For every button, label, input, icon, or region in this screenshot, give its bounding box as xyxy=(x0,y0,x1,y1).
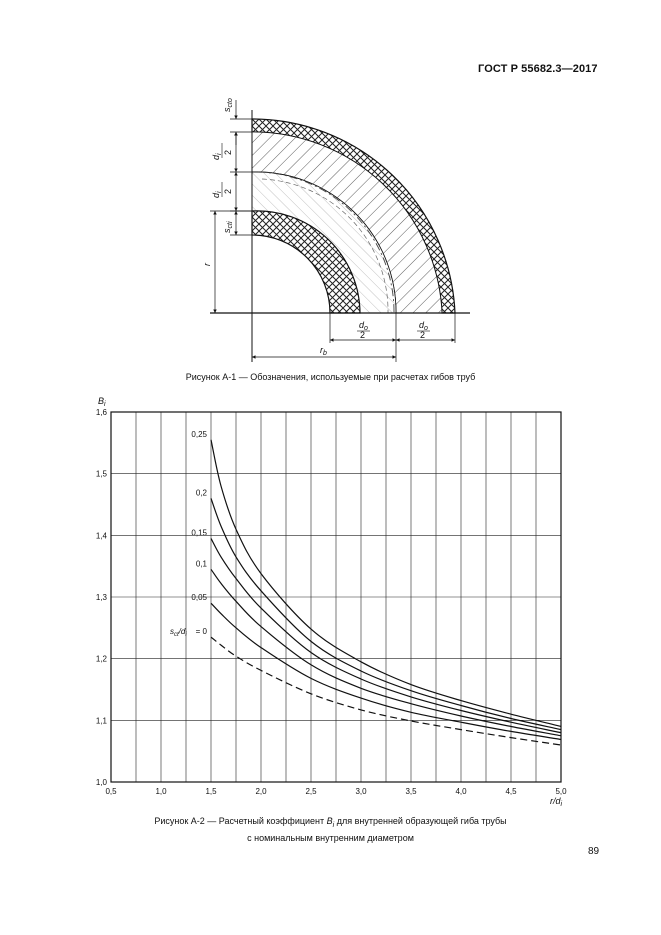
y-tick-label: 1,3 xyxy=(95,593,107,602)
label-rb: $r_b$ xyxy=(320,345,327,357)
x-tick-label: 4,5 xyxy=(505,787,517,796)
figure2-caption: Рисунок А-2 — Расчетный коэффициент $B_i$ для внутренней образующей гиба трубы с номинальным внутренним диаметром xyxy=(154,816,507,843)
x-tick-label: 3,5 xyxy=(405,787,417,796)
y-tick-label: 1,5 xyxy=(95,469,107,479)
bi-coefficient-chart xyxy=(0,390,661,810)
chart-grid xyxy=(111,412,561,782)
label-di-top: $d_i$ xyxy=(211,153,223,160)
x-tick-label: 1,0 xyxy=(155,787,167,796)
y-tick-label: 1,6 xyxy=(95,408,107,417)
x-tick-label: 4,0 xyxy=(455,787,467,796)
y-tick-label: 1,1 xyxy=(95,716,107,726)
label-r: r xyxy=(202,263,212,266)
curve-label: 0,05 xyxy=(191,593,207,603)
label-s-cti: $s_{cti}$ xyxy=(222,221,234,233)
x-tick-label: 2,0 xyxy=(255,787,267,796)
label-two-bottom: 2 xyxy=(223,188,233,194)
page-number: 89 xyxy=(588,846,600,857)
figure1-caption: Рисунок А-1 — Обозначения, используемые при расчетах гибов труб xyxy=(185,372,476,382)
y-tick-label: 1,2 xyxy=(95,654,107,664)
label-do-left: $d_o$ xyxy=(359,320,368,332)
curve-label: 0,1 xyxy=(195,559,207,569)
chart-curves xyxy=(191,430,561,745)
label-do-right-two: 2 xyxy=(420,330,426,340)
curve-label: 0,15 xyxy=(191,528,207,538)
y-axis-label: $B_i$ xyxy=(98,396,106,408)
label-do-left-two: 2 xyxy=(360,330,366,340)
chart-ticks xyxy=(96,408,567,796)
label-do-right: $d_o$ xyxy=(419,320,428,332)
x-tick-label: 0,5 xyxy=(105,787,117,796)
x-tick-label: 3,0 xyxy=(355,787,367,796)
y-tick-label: 1,0 xyxy=(95,778,107,787)
x-tick-label: 5,0 xyxy=(555,787,567,796)
label-di-bottom: $d_i$ xyxy=(211,191,223,198)
x-tick-label: 2,5 xyxy=(305,787,317,796)
standard-number: ГОСТ Р 55682.3—2017 xyxy=(478,63,598,75)
label-s-cto: $s_{cto}$ xyxy=(222,98,234,112)
label-two-top: 2 xyxy=(223,149,233,155)
x-axis-label: $r/d_i$ xyxy=(550,796,563,808)
pipe-bend-diagram xyxy=(0,0,661,380)
curve-prefix-label: $s_{ct}/d_i$ xyxy=(170,627,187,638)
curve-label: 0,2 xyxy=(195,488,207,498)
curve-label: 0,25 xyxy=(191,429,207,439)
x-tick-label: 1,5 xyxy=(205,787,217,796)
y-tick-label: 1,4 xyxy=(95,531,107,541)
curve-label: = 0 xyxy=(195,627,207,637)
